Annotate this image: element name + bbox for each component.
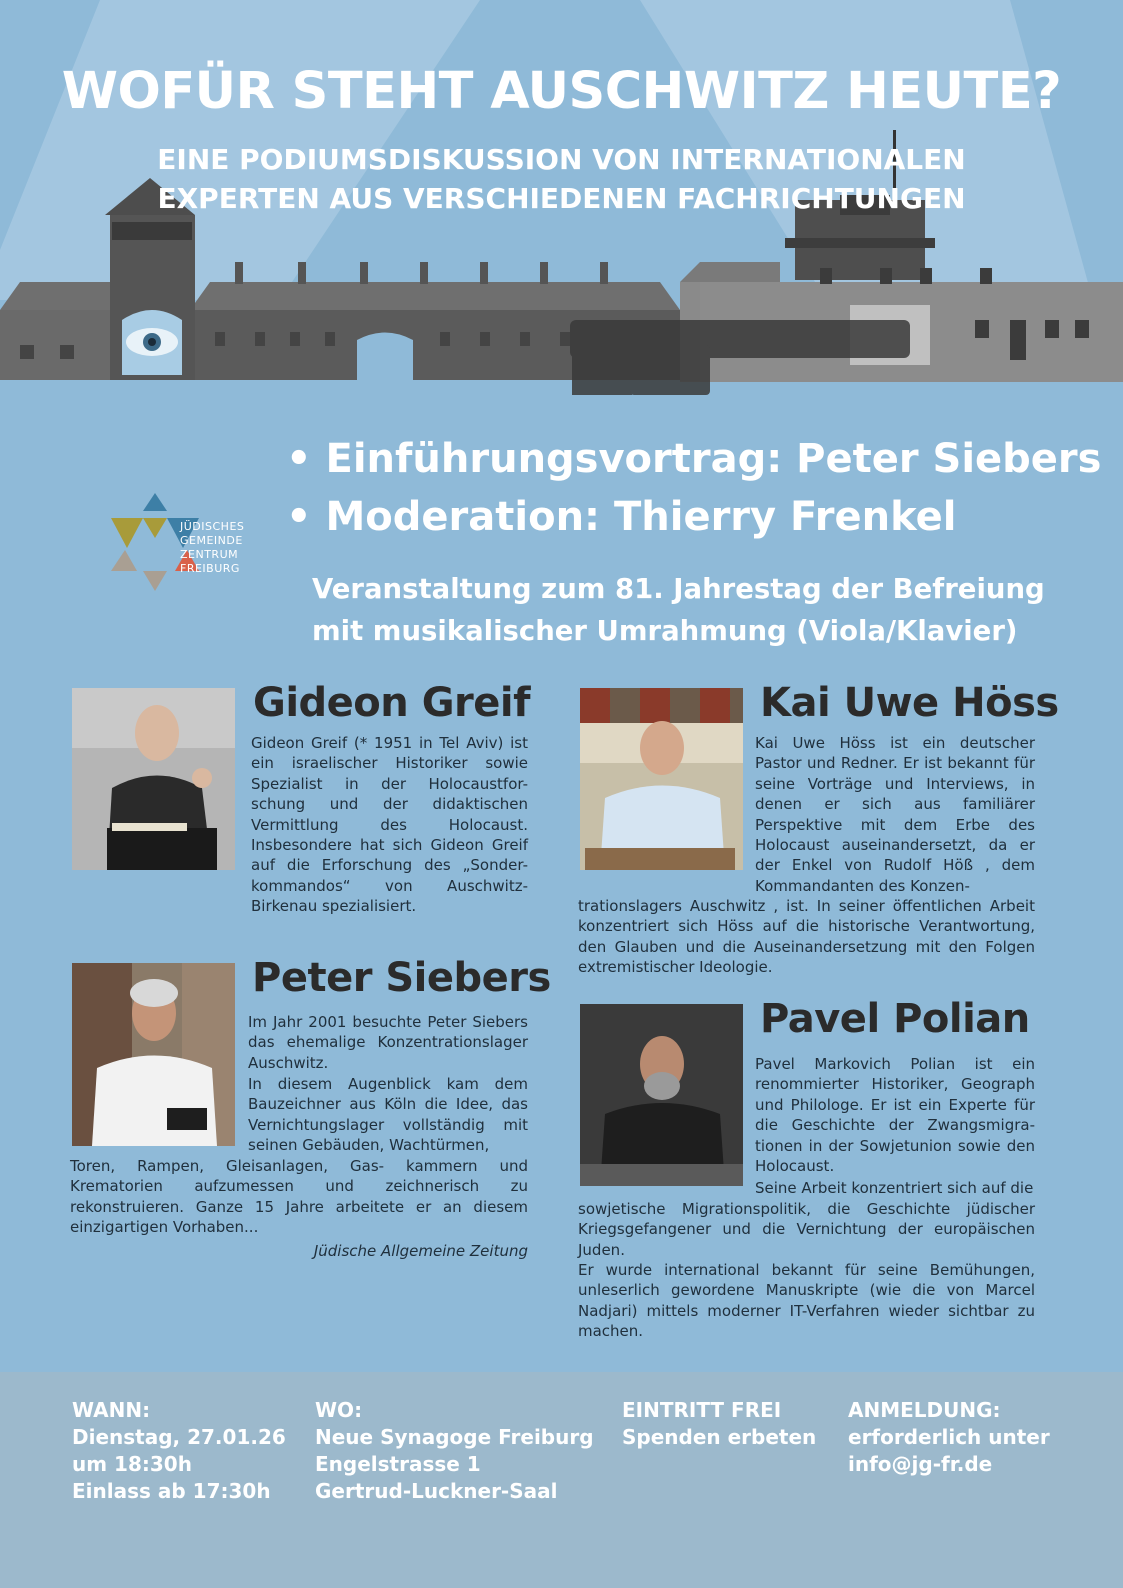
event-line-1: Veranstaltung zum 81. Jahrestag der Befreiung	[312, 573, 1045, 605]
speaker-bio-siebers-bottom: Toren, Rampen, Gleisanlagen, Gas- kammern und Krematorien aufzumessen und zeichnerisch zu rekonstruieren. Ganze 15 Jahre arbeitete er an diesem einzigartigen Vorhaben...	[70, 1157, 528, 1237]
when-date: Dienstag, 27.01.26	[72, 1425, 286, 1449]
photo-gideon-greif	[72, 688, 235, 870]
where-place: Neue Synagoge Freiburg	[315, 1425, 594, 1449]
speaker-bio-siebers-mid: In diesem Augenblick kam dem Bauzeichner aus Köln die Idee, das Vernichtungslager vollständig mit seinen Gebäuden, Wachtürmen,	[248, 1075, 528, 1155]
footer-registration	[848, 1397, 1050, 1478]
speaker-name-greif: Gideon Greif	[253, 680, 530, 726]
event-line-2: mit musikalischer Umrahmung (Viola/Klavier)	[312, 615, 1018, 647]
intro-bullets	[286, 430, 1101, 546]
speaker-name-polian: Pavel Polian	[760, 996, 1030, 1042]
photo-peter-siebers	[72, 963, 235, 1146]
registration-email[interactable]: info@jg-fr.de	[848, 1452, 993, 1476]
footer-when	[72, 1397, 286, 1505]
speaker-name-siebers: Peter Siebers	[252, 955, 551, 1001]
logo-line-4: FREIBURG	[180, 562, 240, 575]
logo-line-2: GEMEINDE	[180, 534, 243, 547]
speaker-bio-greif: Gideon Greif (* 1951 in Tel Aviv) ist ein israelischer Historiker sowie Spezialist in der Holocaustfor- schung und der didaktischen Vermittlung des Holocaust. Insbesondere hat sich Gideon Greif auf die Erforschung des „Sonder- kommandos“ von Auschwitz- Birkenau spezialisiert.	[251, 734, 528, 916]
event-description	[312, 568, 1045, 652]
when-entry: Einlass ab 17:30h	[72, 1479, 271, 1503]
photo-pavel-polian	[580, 1004, 743, 1186]
bullet-moderation: • Moderation: Thierry Frenkel	[286, 494, 957, 540]
footer-where	[315, 1397, 594, 1505]
where-room: Gertrud-Luckner-Saal	[315, 1479, 558, 1503]
speaker-bio-polian-end: Er wurde international bekannt für seine Bemühungen, unleserlich gewordene Manuskripte (wie die von Marcel Nadjari) mittels moderner IT-Verfahren wieder sichtbar zu machen.	[578, 1261, 1035, 1341]
speaker-bio-hoess-bottom: trationslagers Auschwitz , ist. In seiner öffentlichen Arbeit konzentriert sich Höss auf die historische Verantwortung, den Glauben und die Auseinandersetzung mit den Folgen extremistischer Ideologie.	[578, 897, 1035, 977]
speaker-bio-polian-mid: Seine Arbeit konzentriert sich auf die	[755, 1179, 1034, 1197]
registration-required: erforderlich unter	[848, 1425, 1050, 1449]
photo-kai-uwe-hoess	[580, 688, 743, 870]
speaker-bio-polian-top: Pavel Markovich Polian ist ein renommierter Historiker, Geograph und Philologe. Er ist ein Experte für die Geschichte der Zwangsmigra- tionen in der Sowjetunion sowie den Holocaust.	[755, 1055, 1035, 1176]
hero-header	[0, 0, 1123, 395]
logo-text	[180, 520, 244, 576]
subtitle-line-2: EXPERTEN AUS VERSCHIEDENEN FACHRICHTUNGEN	[157, 182, 966, 215]
subtitle-line-1: EINE PODIUMSDISKUSSION VON INTERNATIONALEN	[157, 143, 966, 176]
logo-line-1: JÜDISCHES	[180, 520, 245, 533]
when-time: um 18:30h	[72, 1452, 192, 1476]
entry-donation: Spenden erbeten	[622, 1425, 817, 1449]
when-label: WANN:	[72, 1398, 151, 1422]
registration-label: ANMELDUNG:	[848, 1398, 1001, 1422]
logo-line-3: ZENTRUM	[180, 548, 239, 561]
where-label: WO:	[315, 1398, 363, 1422]
speaker-bio-siebers-top: Im Jahr 2001 besuchte Peter Siebers das ehemalige Konzentrationslager Auschwitz.	[248, 1013, 528, 1072]
speaker-name-hoess: Kai Uwe Höss	[760, 680, 1059, 726]
footer-entry	[622, 1397, 816, 1451]
where-street: Engelstrasse 1	[315, 1452, 481, 1476]
bullet-intro-talk: • Einführungsvortrag: Peter Siebers	[286, 436, 1102, 482]
speaker-bio-hoess-top: Kai Uwe Höss ist ein deutscher Pastor und Redner. Er ist bekannt für seine Vorträge und Interviews, in denen er sich aus familiärer Perspektive mit dem Erbe des Holocaust auseinandersetzt, da er der Enkel von Rudolf Höß , dem Kommandanten des Konzen-	[755, 734, 1035, 895]
speaker-bio-polian-bottom: sowjetische Migrationspolitik, die Geschichte jüdischer Kriegsgefangener und die Vernichtung der europäischen Juden.	[578, 1200, 1035, 1259]
entry-label: EINTRITT FREI	[622, 1398, 782, 1422]
page-title: WOFÜR STEHT AUSCHWITZ HEUTE?	[61, 62, 1062, 121]
page-subtitle	[0, 140, 1123, 218]
bio-source-citation: Jüdische Allgemeine Zeitung	[313, 1242, 528, 1260]
